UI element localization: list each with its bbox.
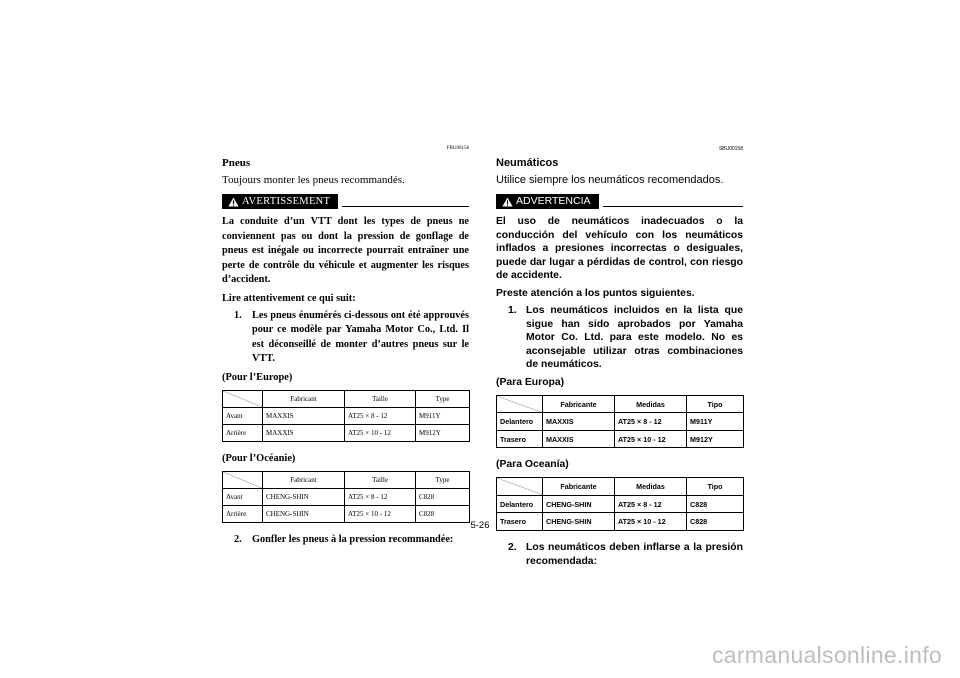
table-cell: CHENG-SHIN [543,495,615,513]
section-intro: Toujours monter les pneus recommandés. [222,174,405,186]
table-cell: Arrière [223,424,263,441]
list-item-text: Los neumáticos deben inflarse a la presión recomendada: [526,541,743,567]
warning-badge [222,194,338,209]
table-row [497,430,744,448]
table-row [497,495,744,513]
table-header: Type [416,471,470,488]
table-cell: M912Y [687,430,744,448]
french-column [222,146,469,551]
table-cell: MAXXIS [263,407,345,424]
list-item-number: 2. [508,541,517,553]
spanish-column [496,146,743,572]
warning-rule [603,206,744,207]
table-cell: CHENG-SHIN [263,505,345,522]
table-header-row [497,478,744,496]
table-cell: AT25 × 8 - 12 [615,495,687,513]
table-cell: AT25 × 10 - 12 [615,430,687,448]
table-header-row [223,471,470,488]
list-item-number: 1. [234,309,242,321]
table-cell: C828 [687,495,744,513]
table-cell: C828 [687,513,744,531]
table-corner-cell [223,390,263,407]
table-cell: AT25 × 10 - 12 [345,424,416,441]
warning-text: La conduite d’un VTT dont les types de pneus ne conviennent pas ou dont la pression de gonflage de pneus est inégale ou incorrecte pourrait entraîner une perte de contrôle du véhicule et augmenter les risques d’accident. [222,216,469,285]
section-heading: Neumáticos [496,157,559,169]
list-item-number: 1. [508,304,517,316]
page-number: 5-26 [470,520,490,531]
region-heading-europe: (Pour l’Europe) [222,371,293,383]
table-header: Tipo [687,395,744,413]
section-heading: Pneus [222,157,251,169]
table-cell: AT25 × 8 - 12 [615,413,687,431]
read-note: Lire attentivement ce qui suit: [222,292,356,304]
table-row [223,407,470,424]
table-cell: Trasero [497,430,543,448]
warning-triangle-icon [502,197,513,207]
table-cell: M911Y [687,413,744,431]
table-header: Medidas [615,478,687,496]
list-item-text: Los neumáticos incluidos en la lista que sigue han sido aprobados por Yamaha Motor Co. Ltd. para este modelo. No es aconsejable utilizar otras combinaciones de neumáticos. [526,304,743,371]
table-row [223,505,470,522]
list-item [496,541,743,568]
tyre-table-europe [222,390,470,442]
warning-label: AVERTISSEMENT [242,196,331,207]
table-cell: AT25 × 10 - 12 [615,513,687,531]
section-intro: Utilice siempre los neumáticos recomendados. [496,174,724,186]
table-cell: M912Y [416,424,470,441]
table-cell: Delantero [497,413,543,431]
section-code: SBU00158 [718,146,743,152]
table-header: Taille [345,471,416,488]
watermark: carmanualsonline.info [711,642,942,668]
list-item [222,533,469,548]
table-cell: Arrière [223,505,263,522]
table-row [497,513,744,531]
table-cell: MAXXIS [543,430,615,448]
list-item-text: Gonfler les pneus à la pression recommandée: [252,533,454,545]
table-corner-cell [497,395,543,413]
table-cell: AT25 × 8 - 12 [345,488,416,505]
table-header: Medidas [615,395,687,413]
warning-badge [496,194,599,209]
table-cell: MAXXIS [263,424,345,441]
table-cell: Delantero [497,495,543,513]
table-header-row [223,390,470,407]
table-header: Fabricante [543,478,615,496]
table-cell: M911Y [416,407,470,424]
warning-rule [342,206,469,207]
region-heading-oceania: (Pour l’Océanie) [222,452,296,464]
list-item-text: Les pneus énumérés ci-dessous ont été approuvés pour ce modèle par Yamaha Motor Co., Ltd. Il est déconseillé de monter d’autres pneus sur le VTT. [252,309,469,364]
table-header: Type [416,390,470,407]
list-item [496,304,743,372]
table-row [223,424,470,441]
section-code: FBU00158 [446,146,469,151]
warning-text: El uso de neumáticos inadecuados o la conducción del vehículo con los neumáticos inflados a presiones incorrectas o desiguales, puede dar lugar a pérdidas de control, con riesgo de accidente. [496,216,743,282]
table-cell: Avant [223,407,263,424]
tyre-table-europe [496,395,744,449]
list-item [222,309,469,367]
table-cell: CHENG-SHIN [263,488,345,505]
table-cell: Avant [223,488,263,505]
warning-triangle-icon [228,197,239,207]
table-cell: C828 [416,505,470,522]
table-cell: MAXXIS [543,413,615,431]
region-heading-europe: (Para Europa) [496,376,565,388]
table-header: Fabricante [543,395,615,413]
table-header: Fabricant [263,390,345,407]
table-corner-cell [223,471,263,488]
table-corner-cell [497,478,543,496]
table-row [223,488,470,505]
table-cell: AT25 × 8 - 12 [345,407,416,424]
table-header: Tipo [687,478,744,496]
tyre-table-oceania [496,477,744,531]
tyre-table-oceania [222,471,470,523]
table-header: Fabricant [263,471,345,488]
read-note: Preste atención a los puntos siguientes. [496,287,695,299]
warning-banner [496,193,743,209]
table-header-row [497,395,744,413]
table-header: Taille [345,390,416,407]
region-heading-oceania: (Para Oceanía) [496,459,569,471]
warning-label: ADVERTENCIA [516,195,591,207]
table-cell: CHENG-SHIN [543,513,615,531]
list-item-number: 2. [234,533,242,545]
table-row [497,413,744,431]
table-cell: AT25 × 10 - 12 [345,505,416,522]
table-cell: Trasero [497,513,543,531]
table-cell: C828 [416,488,470,505]
warning-banner [222,193,469,209]
